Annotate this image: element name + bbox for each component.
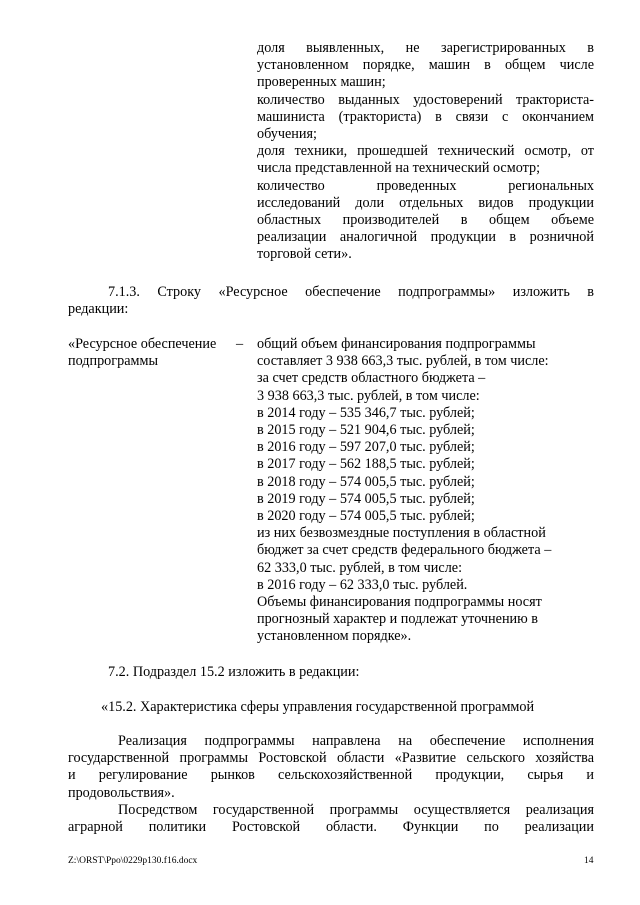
- text-line: числа представленной на технический осмотр;: [257, 160, 541, 177]
- text-line: установленном порядке, машин в общем числе: [257, 57, 594, 74]
- text-line: прогнозный характер и подлежат уточнению в: [257, 611, 538, 628]
- section-7-2: 7.2. Подраздел 15.2 изложить в редакции:: [108, 664, 360, 680]
- text-line: 62 333,0 тыс. рублей, в том числе:: [257, 559, 463, 576]
- resource-label: [68, 336, 238, 370]
- text-line: Реализация подпрограммы направлена на обеспечение исполнения: [118, 733, 594, 749]
- text-line: в 2016 году – 62 333,0 тыс. рублей.: [257, 576, 468, 593]
- text-line: торговой сети».: [257, 246, 352, 263]
- text-line: из них безвозмездные поступления в областной: [257, 525, 546, 542]
- text-line: составляет 3 938 663,3 тыс. рублей, в том числе:: [257, 353, 549, 370]
- text-line: в 2019 году – 574 005,5 тыс. рублей;: [257, 490, 475, 507]
- text-line: установленном порядке».: [257, 628, 412, 645]
- text-line: Объемы финансирования подпрограммы носят: [257, 594, 542, 611]
- text-line: в 2015 году – 521 904,6 тыс. рублей;: [257, 422, 475, 439]
- paragraph-2: [68, 802, 594, 836]
- text-line: 7.1.3. Строку «Ресурсное обеспечение подпрограммы» изложить в: [108, 284, 594, 300]
- text-line: редакции:: [68, 301, 129, 318]
- text-line: областных производителей в общем объеме: [257, 212, 594, 229]
- text-line: исследований доли отдельных видов продукции: [257, 194, 594, 211]
- resource-value: [257, 336, 577, 646]
- text-line: 3 938 663,3 тыс. рублей, в том числе:: [257, 387, 480, 404]
- resource-dash: –: [236, 336, 244, 352]
- footer-file-path: Z:\ORST\Ppo\0229p130.f16.docx: [68, 856, 198, 866]
- text-line: количество выданных удостоверений тракториста-: [257, 91, 594, 108]
- text-line: проверенных машин;: [257, 74, 386, 91]
- text-line: за счет средств областного бюджета –: [257, 370, 486, 387]
- text-line: и регулирование рынков сельскохозяйственной продукции, сырья и: [68, 767, 594, 784]
- footer-page-number: 14: [584, 856, 594, 866]
- text-line: количество проведенных региональных: [257, 177, 594, 194]
- text-line: государственной программы Ростовской области «Развитие сельского хозяйства: [68, 750, 594, 767]
- text-line: подпрограммы: [68, 353, 158, 370]
- indicator-list: [257, 40, 594, 264]
- text-line: машиниста (тракториста) в связи с окончанием: [257, 108, 594, 125]
- text-line: «Ресурсное обеспечение: [68, 336, 217, 352]
- text-line: доля техники, прошедшей технический осмотр, от: [257, 143, 594, 160]
- text-line: бюджет за счет средств федерального бюджета –: [257, 542, 552, 559]
- text-line: в 2018 году – 574 005,5 тыс. рублей;: [257, 473, 475, 490]
- text-line: Посредством государственной программы осуществляется реализация: [118, 802, 594, 818]
- text-line: аграрной политики Ростовской области. Функции по реализации: [68, 819, 594, 836]
- text-line: обучения;: [257, 126, 317, 143]
- text-line: в 2017 году – 562 188,5 тыс. рублей;: [257, 456, 475, 473]
- text-line: реализации аналогичной продукции в розничной: [257, 229, 594, 246]
- text-line: общий объем финансирования подпрограммы: [257, 336, 536, 352]
- paragraph-1: [68, 733, 594, 802]
- section-7-1-3: [68, 284, 594, 318]
- text-line: в 2014 году – 535 346,7 тыс. рублей;: [257, 404, 475, 421]
- text-line: доля выявленных, не зарегистрированных в: [257, 40, 594, 56]
- section-15-2-title: «15.2. Характеристика сферы управления государственной программой: [101, 699, 535, 715]
- text-line: продовольствия».: [68, 784, 175, 801]
- text-line: в 2016 году – 597 207,0 тыс. рублей;: [257, 439, 475, 456]
- text-line: в 2020 году – 574 005,5 тыс. рублей;: [257, 508, 475, 525]
